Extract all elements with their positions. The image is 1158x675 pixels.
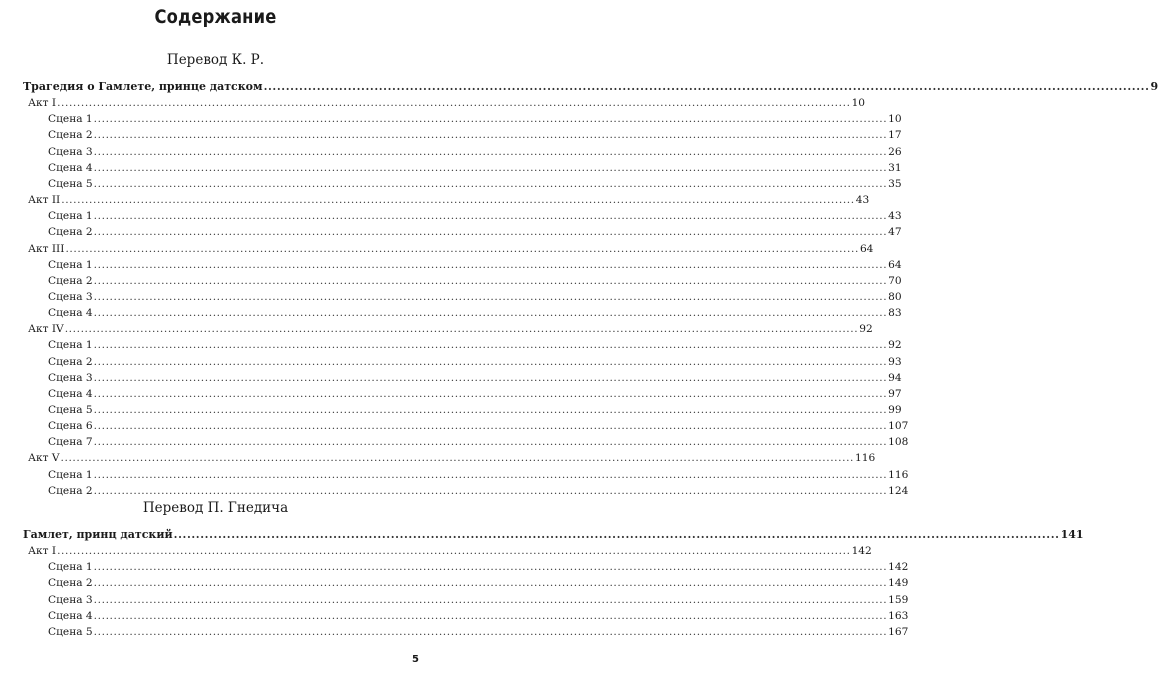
toc-leader-dots: ........................................................................................................................................................................................................ [57, 545, 851, 558]
toc-entry-page: 99 [888, 404, 902, 416]
toc-entry-label: Сцена 2 [48, 355, 93, 368]
toc-entry-page: 167 [888, 625, 909, 638]
toc-entry-scene[interactable] [48, 370, 902, 386]
toc-leader-dots: ........................................................................................................................................................................................................ [93, 113, 888, 126]
toc-leader-dots: ........................................................................................................................................................................................................ [93, 161, 888, 174]
toc-entry-label: Гамлет, принц датский [23, 528, 173, 541]
toc-entry-act[interactable] [28, 241, 874, 257]
toc-entry-page: 43 [855, 194, 870, 207]
toc-entry-scene[interactable] [48, 111, 902, 127]
toc-entry-label: Акт IV [28, 323, 64, 336]
toc-entry-label: Сцена 5 [48, 404, 93, 416]
toc-entry-page: 64 [888, 258, 902, 271]
toc-entry-scene[interactable] [48, 402, 902, 418]
toc-entry-scene[interactable] [48, 559, 909, 575]
toc-entry-page: 116 [855, 452, 876, 465]
toc-entry-title[interactable] [23, 527, 1084, 543]
toc-leader-dots: ........................................................................................................................................................................................................ [93, 593, 888, 606]
section-title: Перевод К. Р. [166, 52, 265, 68]
toc-leader-dots: ........................................................................................................................................................................................................ [93, 371, 888, 384]
toc-entry-label: Сцена 1 [48, 113, 93, 126]
toc-entry-page: 108 [888, 436, 909, 449]
toc-entry-title[interactable] [23, 79, 1158, 95]
toc-entry-page: 83 [888, 307, 902, 320]
toc-entry-page: 92 [888, 339, 902, 352]
page-number: 5 [412, 654, 419, 665]
toc-entry-scene[interactable] [48, 624, 909, 640]
toc-leader-dots: ........................................................................................................................................................................................................ [173, 528, 1060, 541]
toc-entry-page: 70 [888, 274, 902, 287]
toc-entry-label: Сцена 1 [48, 468, 93, 481]
toc-entry-page: 47 [888, 226, 902, 239]
toc-entry-scene[interactable] [48, 144, 902, 160]
toc-entry-label: Сцена 1 [48, 210, 93, 223]
toc-entry-scene[interactable] [48, 208, 902, 224]
toc-entry-act[interactable] [28, 450, 876, 466]
toc-entry-label: Сцена 2 [48, 129, 93, 142]
toc-leader-dots: ........................................................................................................................................................................................................ [93, 561, 888, 574]
toc-leader-dots: ........................................................................................................................................................................................................ [93, 609, 888, 622]
toc-entry-page: 35 [888, 177, 902, 190]
toc-entry-label: Сцена 5 [48, 177, 93, 190]
toc-leader-dots: ........................................................................................................................................................................................................ [93, 404, 888, 416]
toc-entry-scene[interactable] [48, 127, 902, 143]
toc-entry-scene[interactable] [48, 386, 902, 402]
toc-leader-dots: ........................................................................................................................................................................................................ [57, 97, 851, 110]
section-title: Перевод П. Гнедича [142, 500, 289, 516]
toc-leader-dots: ........................................................................................................................................................................................................ [93, 420, 888, 433]
toc-leader-dots: ........................................................................................................................................................................................................ [93, 307, 888, 320]
toc-leader-dots: ........................................................................................................................................................................................................ [93, 145, 888, 158]
toc-entry-label: Акт I [28, 97, 57, 110]
toc-entry-page: 116 [888, 468, 909, 481]
toc-entry-scene[interactable] [48, 434, 909, 450]
toc-leader-dots: ........................................................................................................................................................................................................ [93, 210, 888, 223]
toc-entry-scene[interactable] [48, 257, 902, 273]
toc-entry-label: Сцена 2 [48, 577, 93, 590]
toc-leader-dots: ........................................................................................................................................................................................................ [93, 226, 888, 239]
toc-entry-scene[interactable] [48, 467, 909, 483]
toc-leader-dots: ........................................................................................................................................................................................................ [93, 355, 888, 368]
toc-leader-dots: ........................................................................................................................................................................................................ [93, 484, 888, 497]
toc-entry-page: 80 [888, 290, 902, 303]
toc-entry-page: 93 [888, 355, 902, 368]
toc-entry-page: 142 [851, 545, 872, 558]
toc-leader-dots: ........................................................................................................................................................................................................ [60, 452, 855, 465]
toc-entry-label: Сцена 4 [48, 387, 93, 400]
toc-entry-label: Трагедия о Гамлете, принце датском [23, 80, 263, 93]
toc-leader-dots: ........................................................................................................................................................................................................ [93, 625, 888, 638]
toc-entry-label: Сцена 2 [48, 484, 93, 497]
toc-entry-page: 141 [1060, 528, 1084, 541]
toc-leader-dots: ........................................................................................................................................................................................................ [93, 577, 888, 590]
toc-entry-label: Сцена 1 [48, 339, 93, 352]
toc-entry-page: 31 [888, 161, 902, 174]
toc-entry-label: Сцена 3 [48, 593, 93, 606]
toc-entry-scene[interactable] [48, 337, 902, 353]
toc-leader-dots: ........................................................................................................................................................................................................ [61, 194, 855, 207]
toc-entry-page: 107 [888, 420, 909, 433]
toc-leader-dots: ........................................................................................................................................................................................................ [93, 177, 888, 190]
toc-leader-dots: ........................................................................................................................................................................................................ [93, 436, 888, 449]
toc-leader-dots: ........................................................................................................................................................................................................ [93, 290, 888, 303]
toc-entry-label: Сцена 6 [48, 420, 93, 433]
toc-entry-scene[interactable] [48, 354, 902, 370]
toc-entry-label: Сцена 1 [48, 561, 93, 574]
toc-entry-page: 159 [888, 593, 909, 606]
toc-entry-page: 9 [1150, 80, 1158, 93]
toc-entry-label: Сцена 2 [48, 274, 93, 287]
toc-entry-act[interactable] [28, 192, 870, 208]
toc-leader-dots: ........................................................................................................................................................................................................ [93, 274, 888, 287]
toc-entry-label: Сцена 1 [48, 258, 93, 271]
toc-entry-scene[interactable] [48, 305, 902, 321]
toc-entry-scene[interactable] [48, 224, 902, 240]
toc-entry-act[interactable] [28, 321, 873, 337]
toc-entry-scene[interactable] [48, 592, 909, 608]
toc-entry-page: 94 [888, 371, 902, 384]
toc-entry-scene[interactable] [48, 418, 909, 434]
toc-entry-scene[interactable] [48, 176, 902, 192]
toc-leader-dots: ........................................................................................................................................................................................................ [263, 80, 1150, 93]
toc-entry-label: Сцена 7 [48, 436, 93, 449]
toc-leader-dots: ........................................................................................................................................................................................................ [64, 323, 859, 336]
toc-entry-page: 64 [859, 242, 874, 255]
toc-entry-label: Сцена 3 [48, 371, 93, 384]
toc-entry-scene[interactable] [48, 608, 909, 624]
toc-leader-dots: ........................................................................................................................................................................................................ [65, 242, 859, 255]
page-title: Содержание [154, 6, 277, 28]
toc-entry-label: Сцена 4 [48, 307, 93, 320]
toc-entry-page: 10 [851, 97, 866, 110]
toc-entry-label: Акт II [28, 194, 61, 207]
toc-leader-dots: ........................................................................................................................................................................................................ [93, 468, 888, 481]
toc-entry-scene[interactable] [48, 483, 909, 499]
toc-entry-page: 92 [859, 323, 873, 336]
toc-entry-page: 97 [888, 387, 902, 400]
toc-entry-label: Акт III [28, 242, 65, 255]
toc-entry-label: Сцена 3 [48, 290, 93, 303]
toc-entry-label: Акт I [28, 545, 57, 558]
toc-entry-page: 10 [888, 113, 902, 126]
toc-entry-label: Акт V [28, 452, 60, 465]
toc-entry-act[interactable] [28, 95, 866, 111]
toc-entry-page: 17 [888, 129, 902, 142]
toc-entry-label: Сцена 4 [48, 609, 93, 622]
toc-entry-page: 163 [888, 609, 909, 622]
toc-entry-page: 26 [888, 145, 902, 158]
toc-entry-page: 43 [888, 210, 902, 223]
toc-entry-page: 124 [888, 484, 909, 497]
toc-entry-act[interactable] [28, 543, 872, 559]
toc-leader-dots: ........................................................................................................................................................................................................ [93, 387, 888, 400]
toc-entry-page: 149 [888, 577, 909, 590]
toc-leader-dots: ........................................................................................................................................................................................................ [93, 339, 888, 352]
toc-leader-dots: ........................................................................................................................................................................................................ [93, 129, 888, 142]
toc-entry-scene[interactable] [48, 160, 902, 176]
toc-entry-label: Сцена 4 [48, 161, 93, 174]
toc-entry-label: Сцена 5 [48, 625, 93, 638]
toc-entry-label: Сцена 3 [48, 145, 93, 158]
toc-entry-scene[interactable] [48, 273, 902, 289]
toc-entry-scene[interactable] [48, 289, 902, 305]
toc-entry-label: Сцена 2 [48, 226, 93, 239]
toc-entry-scene[interactable] [48, 575, 909, 591]
toc-leader-dots: ........................................................................................................................................................................................................ [93, 258, 888, 271]
toc-entry-page: 142 [888, 561, 909, 574]
